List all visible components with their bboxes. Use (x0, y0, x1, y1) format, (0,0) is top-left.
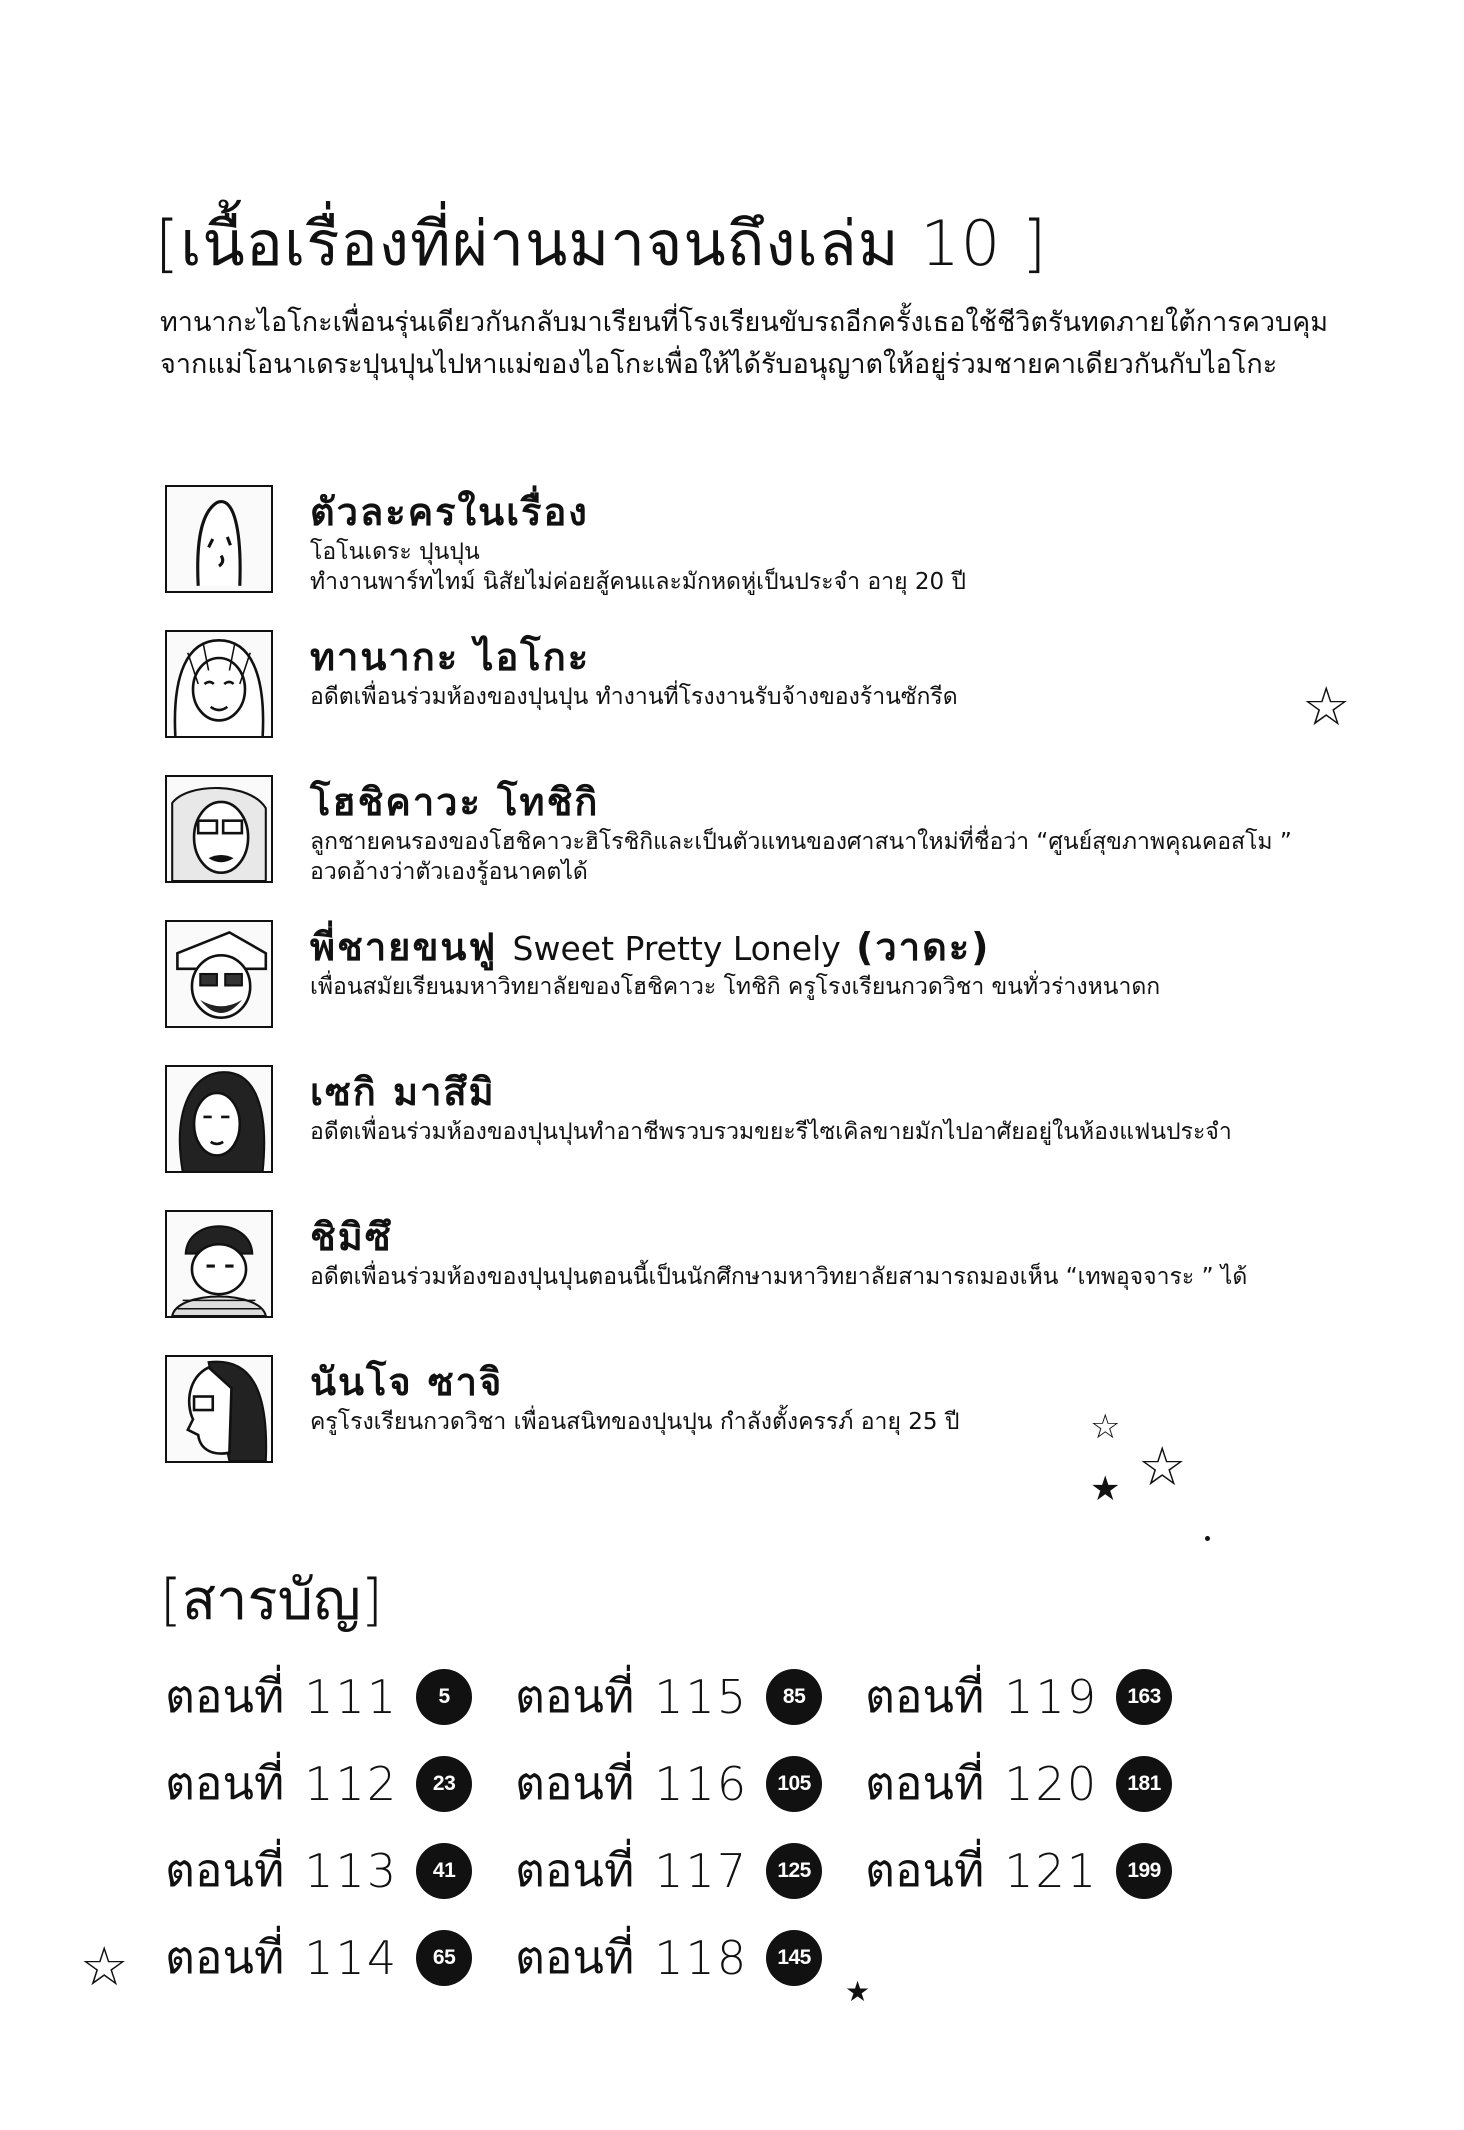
toc-page-badge: 181 (1116, 1756, 1172, 1812)
beanie-man-portrait-icon (167, 1212, 271, 1316)
character-entry (165, 1210, 1365, 1322)
character-portrait (165, 630, 273, 738)
toc-chapter-label: ตอนที่ (515, 1756, 635, 1810)
character-portrait (165, 1355, 273, 1463)
toc-entry (165, 1834, 472, 1904)
man-glasses-portrait-icon (167, 777, 271, 881)
toc-entry (165, 1921, 472, 1991)
girl-portrait-icon (167, 632, 271, 736)
toc-chapter-number: 115 (654, 1669, 749, 1724)
toc-chapter-number: 117 (654, 1843, 749, 1898)
toc-title: [สารบัญ] (160, 1568, 383, 1633)
character-description: โอโนเดระ ปุนปุน ทำงานพาร์ทไทม์ นิสัยไม่ค่อยสู้คนและมักหดหู่เป็นประจำ อายุ 20 ปี (310, 539, 967, 595)
toc-page-badge: 5 (416, 1669, 472, 1725)
filled-star-icon: ★ (845, 1975, 871, 2008)
outline-star-icon: ☆ (1138, 1435, 1187, 1498)
toc-page-badge: 85 (766, 1669, 822, 1725)
toc-entry (165, 1747, 472, 1817)
filled-star-icon: ★ (1090, 1469, 1121, 1509)
toc-chapter-label: ตอนที่ (165, 1843, 285, 1897)
toc-chapter-number: 119 (1004, 1669, 1099, 1724)
character-entry (165, 775, 1365, 887)
toc-entry (515, 1747, 822, 1817)
character-name-latin: Sweet Pretty Lonely (512, 929, 841, 968)
character-entry (165, 630, 1365, 742)
toc-chapter-label: ตอนที่ (865, 1843, 985, 1897)
toc-page-badge: 65 (416, 1930, 472, 1986)
character-entry (165, 920, 1365, 1032)
toc-page-badge: 199 (1116, 1843, 1172, 1899)
toc-chapter-number: 120 (1004, 1756, 1099, 1811)
toc-chapter-label: ตอนที่ (515, 1930, 635, 1984)
character-portrait (165, 1210, 273, 1318)
character-portrait (165, 485, 273, 593)
character-description: เพื่อนสมัยเรียนมหาวิทยาลัยของโฮชิคาวะ โทชิกิ ครูโรงเรียนกวดวิชา ขนทั่วร่างหนาดก (310, 974, 1161, 1000)
character-name: โฮชิคาวะ โทชิกิ (310, 780, 600, 824)
toc-entry (865, 1660, 1172, 1730)
toc-page-badge: 105 (766, 1756, 822, 1812)
toc-entry (165, 1660, 472, 1730)
outline-star-icon: ☆ (1090, 1407, 1121, 1447)
recap-title: [เนื้อเรื่องที่ผ่านมาจนถึงเล่ม 10 ] (155, 207, 1048, 280)
outline-star-icon: ☆ (80, 1935, 129, 1998)
character-portrait (165, 1065, 273, 1173)
toc-page-badge: 163 (1116, 1669, 1172, 1725)
character-name-suffix: (วาดะ) (856, 925, 991, 969)
toc-entry (515, 1921, 822, 1991)
ink-dot (1205, 1536, 1210, 1541)
character-portrait (165, 920, 273, 1028)
toc-chapter-number: 118 (654, 1930, 749, 1985)
ghost-portrait-icon (167, 487, 271, 591)
toc-chapter-label: ตอนที่ (865, 1756, 985, 1810)
toc-chapter-number: 114 (304, 1930, 399, 1985)
character-name: ตัวละครในเรื่อง (310, 490, 589, 534)
toc-entry (865, 1747, 1172, 1817)
toc-page-badge: 41 (416, 1843, 472, 1899)
toc-chapter-label: ตอนที่ (515, 1669, 635, 1723)
character-description: อดีตเพื่อนร่วมห้องของปุนปุนทำอาชีพรวบรวมขยะรีไซเคิลขายมักไปอาศัยอยู่ในห้องแฟนประจำ (310, 1119, 1232, 1145)
toc-chapter-label: ตอนที่ (515, 1843, 635, 1897)
character-name: พี่ชายขนฟู Sweet Pretty Lonely (วาดะ) (310, 925, 991, 969)
toc-page-badge: 125 (766, 1843, 822, 1899)
character-name: ทานากะ ไอโกะ (310, 635, 591, 679)
toc-page-badge: 145 (766, 1930, 822, 1986)
woman-glasses-profile-portrait-icon (167, 1357, 271, 1461)
toc-chapter-number: 116 (654, 1756, 749, 1811)
toc-entry (515, 1660, 822, 1730)
character-name: นันโจ ซาจิ (310, 1360, 504, 1404)
toc-page-badge: 23 (416, 1756, 472, 1812)
character-name: ชิมิซึ (310, 1215, 393, 1259)
bearded-man-portrait-icon (167, 922, 271, 1026)
character-name: เซกิ มาสึมิ (310, 1070, 496, 1114)
toc-chapter-number: 112 (304, 1756, 399, 1811)
toc-chapter-label: ตอนที่ (165, 1930, 285, 1984)
outline-star-icon: ☆ (1302, 675, 1351, 738)
character-entry (165, 1065, 1365, 1177)
toc-chapter-number: 111 (304, 1669, 399, 1724)
toc-chapter-number: 121 (1004, 1843, 1099, 1898)
character-description: อดีตเพื่อนร่วมห้องของปุนปุนตอนนี้เป็นนักศึกษามหาวิทยาลัยสามารถมองเห็น “เทพอุจจาระ ” ได้ (310, 1264, 1248, 1290)
character-entry (165, 485, 1365, 597)
toc-chapter-label: ตอนที่ (165, 1669, 285, 1723)
character-portrait (165, 775, 273, 883)
toc-entry (865, 1834, 1172, 1904)
recap-body: ทานากะไอโกะเพื่อนรุ่นเดียวกันกลับมาเรียนที่โรงเรียนขับรถอีกครั้งเธอใช้ชีวิตรันทดภายใต้การควบคุมจากแม่โอนาเดระปุนปุนไปหาแม่ของไอโกะเพื่อให้ได้รับอนุญาตให้อยู่ร่วมชายคาเดียวกันกับไอโกะ (160, 307, 1329, 380)
woman-longhair-portrait-icon (167, 1067, 271, 1171)
toc-chapter-label: ตอนที่ (165, 1756, 285, 1810)
character-description: อดีตเพื่อนร่วมห้องของปุนปุน ทำงานที่โรงงานรับจ้างของร้านซักรีด (310, 684, 958, 710)
character-description: ลูกชายคนรองของโฮชิคาวะฮิโรชิกิและเป็นตัวแทนของศาสนาใหม่ที่ชื่อว่า “ศูนย์สุขภาพคุณคอสโม ” อวดอ้างว่าตัวเองรู้อนาคตได้ (310, 829, 1292, 885)
toc-chapter-label: ตอนที่ (865, 1669, 985, 1723)
toc-chapter-number: 113 (304, 1843, 399, 1898)
toc-entry (515, 1834, 822, 1904)
character-description: ครูโรงเรียนกวดวิชา เพื่อนสนิทของปุนปุน กำลังตั้งครรภ์ อายุ 25 ปี (310, 1409, 960, 1435)
